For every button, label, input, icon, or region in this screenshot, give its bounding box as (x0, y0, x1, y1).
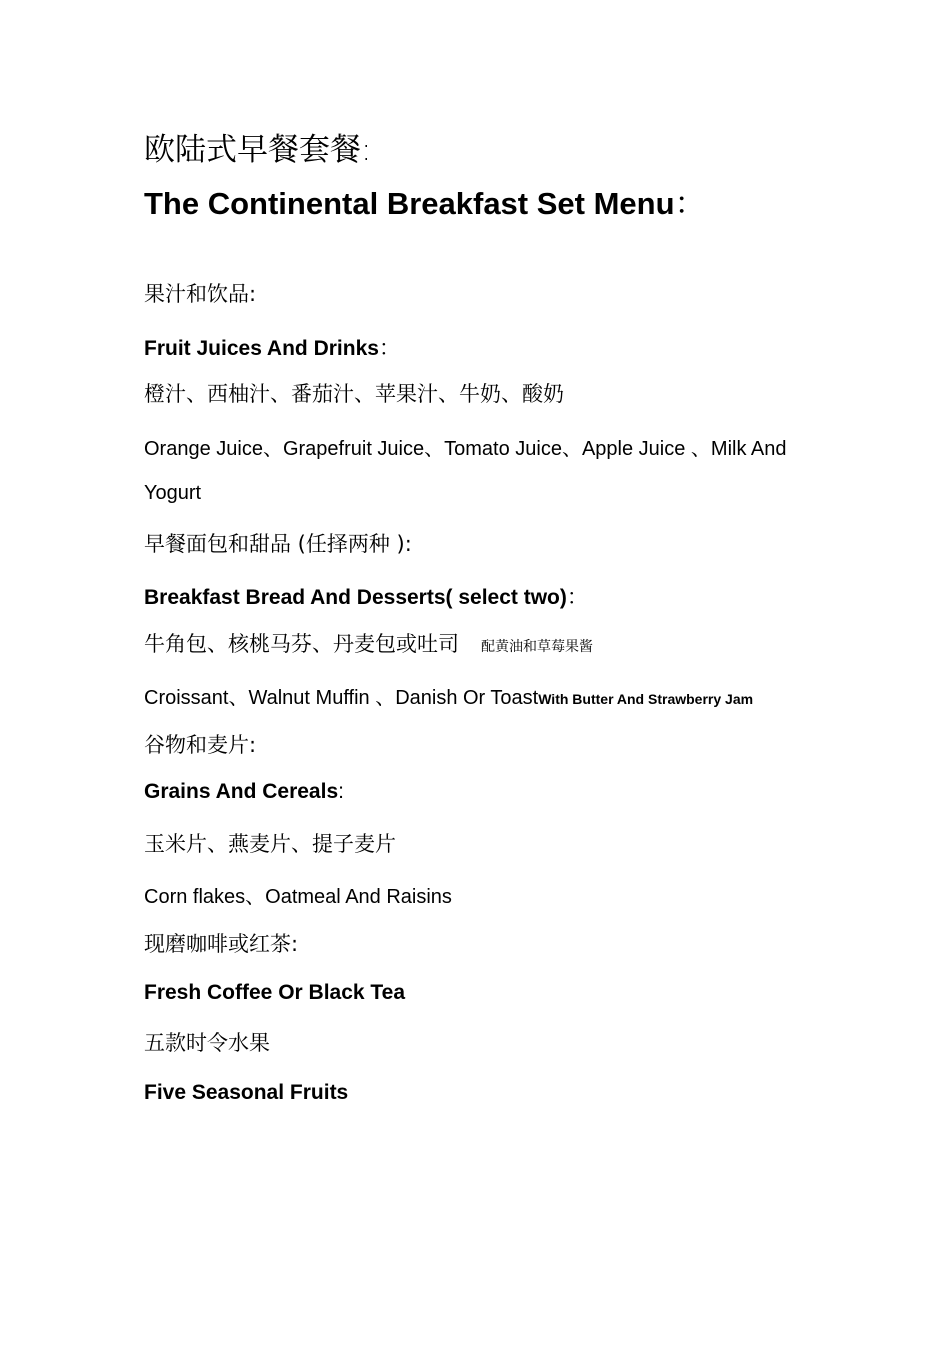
bread-heading-zh: 早餐面包和甜品 (任择两种 ): (144, 532, 412, 556)
menu-title-en (144, 178, 706, 223)
coffee-heading-zh: 现磨咖啡或红茶: (144, 932, 299, 956)
grains-heading-en-text: Grains And Cereals (144, 780, 339, 803)
grains-heading-colon: : (338, 780, 344, 803)
bread-items-zh-note: 配黄油和草莓果酱 (481, 639, 593, 655)
bread-items-en (144, 681, 753, 710)
juices-heading-en-text: Fruit Juices And Drinks (144, 337, 379, 360)
bread-heading-en (144, 581, 588, 611)
bread-heading-en-text: Breakfast Bread And Desserts( select two) (144, 586, 567, 609)
juices-items-en-line1: Orange Juice、Grapefruit Juice、Tomato Juice、Apple Juice 、Milk And (144, 438, 787, 460)
bread-items-en-note: With Butter And Strawberry Jam (538, 691, 754, 707)
menu-title-zh: 欧陆式早餐套餐: (144, 132, 372, 168)
grains-items-en: Corn flakes、Oatmeal And Raisins (144, 886, 452, 908)
bread-items-en-text: Croissant、Walnut Muffin 、Danish Or Toast (144, 687, 539, 709)
fruits-heading-zh: 五款时令水果 (144, 1031, 270, 1055)
menu-title-en-text: The Continental Breakfast Set Menu (144, 186, 675, 221)
juices-heading-en (144, 332, 400, 362)
fruits-heading-en: Five Seasonal Fruits (144, 1081, 349, 1104)
coffee-heading-en: Fresh Coffee Or Black Tea (144, 981, 406, 1004)
juices-heading-colon: ： (378, 337, 400, 360)
juices-items-zh: 橙汁、西柚汁、番茄汁、苹果汁、牛奶、酸奶 (144, 382, 564, 406)
menu-title-colon: ： (674, 186, 706, 221)
bread-items-zh-text: 牛角包、核桃马芬、丹麦包或吐司 (144, 632, 459, 656)
juices-heading-zh: 果汁和饮品: (144, 282, 257, 306)
juices-items-en-line2: Yogurt (144, 482, 202, 504)
bread-heading-colon: ： (566, 586, 588, 609)
grains-items-zh: 玉米片、燕麦片、提子麦片 (144, 832, 396, 856)
bread-items-zh (144, 628, 593, 658)
grains-heading-en (144, 780, 344, 804)
grains-heading-zh: 谷物和麦片: (144, 733, 257, 757)
